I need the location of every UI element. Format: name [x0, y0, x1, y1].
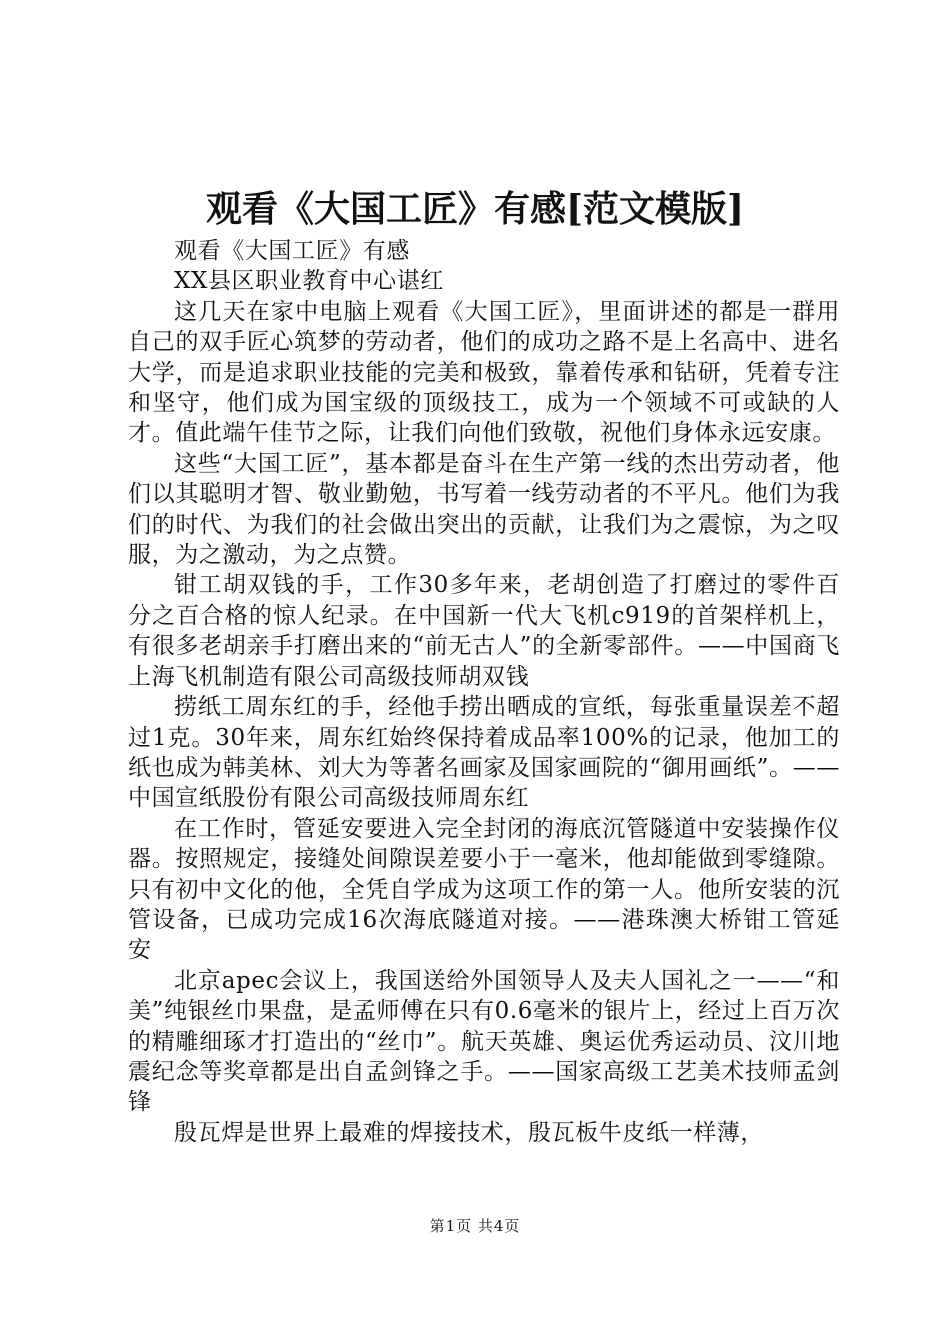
paragraph-subtitle: 观看《大国工匠》有感: [174, 238, 410, 264]
page-number-footer: 第1页 共4页: [429, 1217, 521, 1235]
paragraph: 钳工胡双钱的手，工作30多年来，老胡创造了打磨过的零件百分之百合格的惊人纪录。在中国新一代大飞机c919的首架样机上，有很多老胡亲手打磨出来的“前无古人”的全新零部件。——中国商飞上海飞机制造有限公司高级技师胡双钱: [128, 572, 840, 690]
document-body: [128, 236, 840, 1148]
paragraph: 北京apec会议上，我国送给外国领导人及夫人国礼之一——“和美”纯银丝巾果盘，是孟师傅在只有0.6毫米的银片上，经过上百万次的精雕细琢才打造出的“丝巾”。航天英雄、奥运优秀运动员、汶川地震纪念等奖章都是出自孟剑锋之手。——国家高级工艺美术技师孟剑锋: [128, 967, 840, 1116]
paragraph: 殷瓦焊是世界上最难的焊接技术，殷瓦板牛皮纸一样薄，: [174, 1119, 764, 1146]
paragraph: 在工作时，管延安要进入完全封闭的海底沉管隧道中安装操作仪器。按照规定，接缝处间隙误差要小于一毫米，他却能做到零缝隙。只有初中文化的他，全凭自学成为这项工作的第一人。他所安装的沉管设备，已成功完成16次海底隧道对接。——港珠澳大桥钳工管延安: [128, 815, 840, 964]
paragraph-author: XX县区职业教育中心谌红: [174, 268, 444, 295]
paragraph: 这几天在家中电脑上观看《大国工匠》，里面讲述的都是一群用自己的双手匠心筑梦的劳动者，他们的成功之路不是上名高中、进名大学，而是追求职业技能的完美和极致，靠着传承和钻研，凭着专注和坚守，他们成为国宝级的顶级技工，成为一个领域不可或缺的人才。值此端午佳节之际，让我们向他们致敬，祝他们身体永远安康。: [128, 298, 840, 447]
document-title: 观看《大国工匠》有感[范文模版]: [205, 188, 745, 230]
paragraph: 这些“大国工匠”，基本都是奋斗在生产第一线的杰出劳动者，他们以其聪明才智、敬业勤勉，书写着一线劳动者的不平凡。他们为我们的时代、为我们的社会做出突出的贡献，让我们为之震惊，为之叹服，为之激动，为之点赞。: [128, 450, 840, 569]
paragraph: 捞纸工周东红的手，经他手捞出晒成的宣纸，每张重量误差不超过1克。30年来，周东红始终保持着成品率100%的记录，他加工的纸也成为韩美林、刘大为等著名画家及国家画院的“御用画纸”。——中国宣纸股份有限公司高级技师周东红: [128, 694, 840, 812]
